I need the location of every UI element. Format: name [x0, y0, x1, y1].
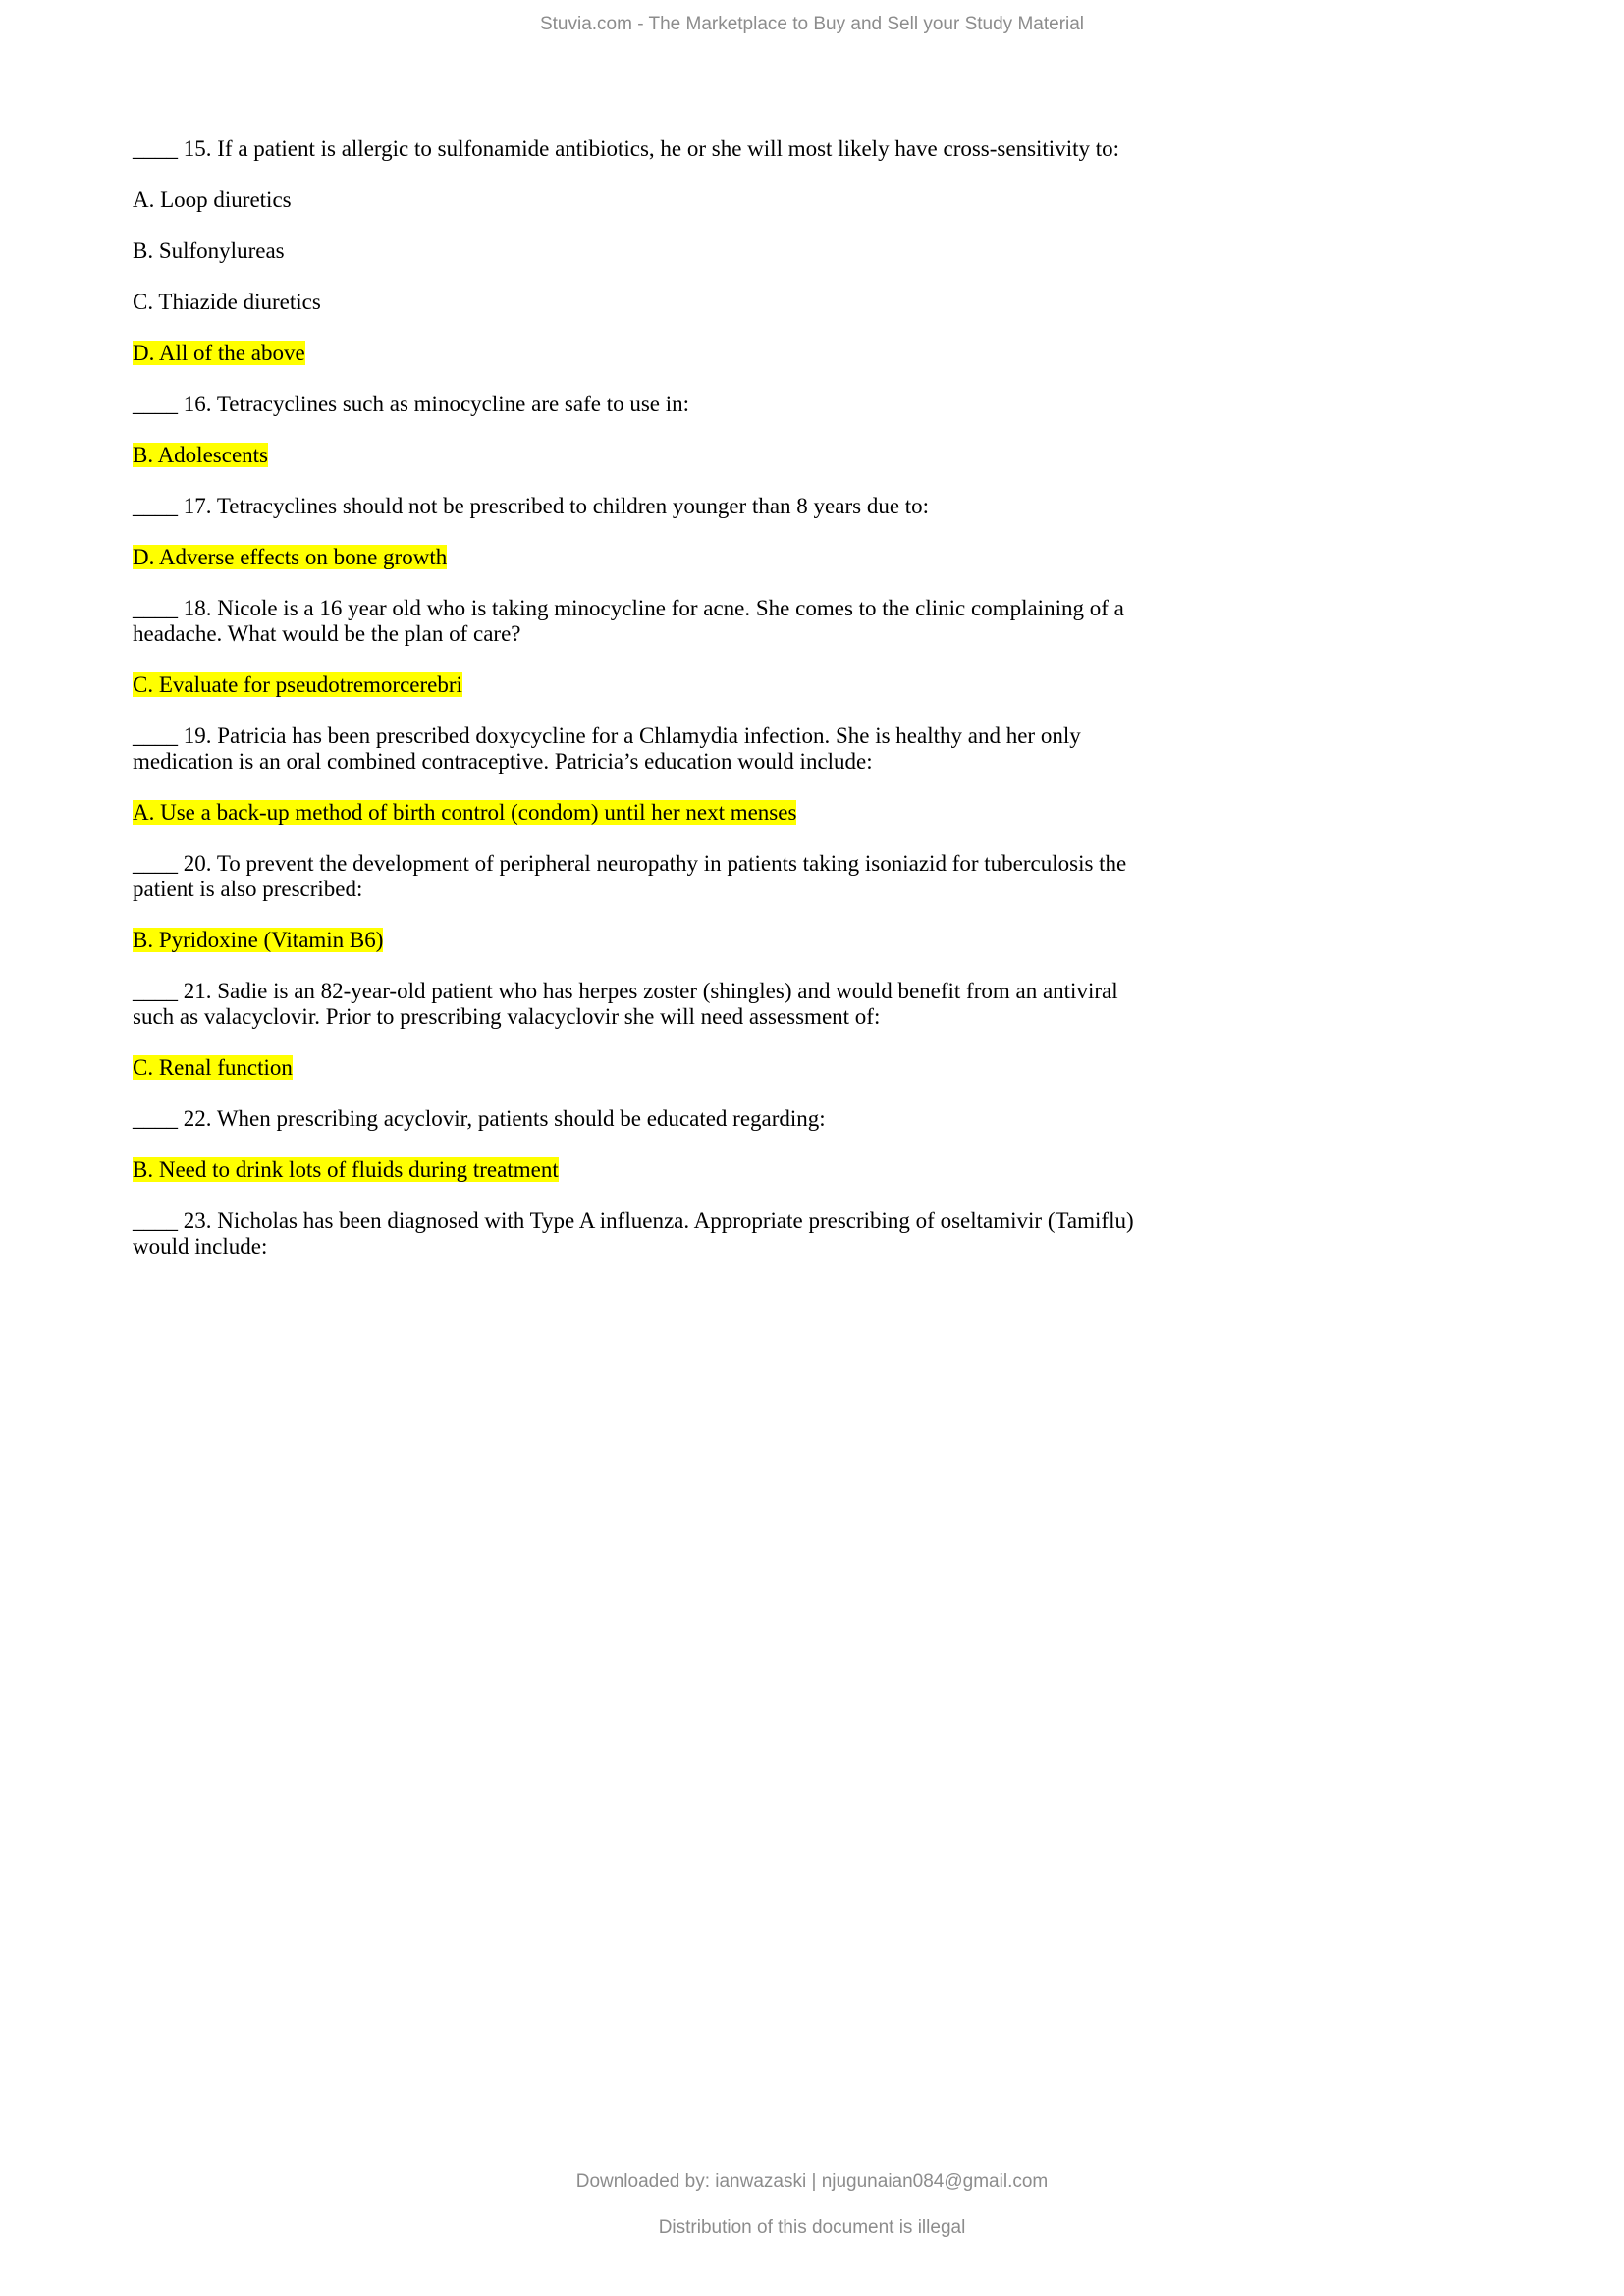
answer-16-highlight: B. Adolescents [133, 443, 268, 467]
answer-17-highlight: D. Adverse effects on bone growth [133, 545, 448, 569]
question-19: ____ 19. Patricia has been prescribed doxycycline for a Chlamydia infection. She is healthy and her only medication is an oral combined contraceptive. Patricia’s education would include: [133, 723, 1081, 774]
answer-19 [133, 800, 1144, 826]
question-16: ____ 16. Tetracyclines such as minocycline are safe to use in: [133, 392, 690, 416]
answer-19-highlight: A. Use a back-up method of birth control (condom) until her next menses [133, 800, 797, 825]
answer-16 [133, 443, 1144, 468]
answer-15 [133, 341, 1144, 366]
document-body [133, 136, 1144, 1285]
answer-17 [133, 545, 1144, 570]
option-15-a: A. Loop diuretics [133, 187, 292, 212]
answer-22-highlight: B. Need to drink lots of fluids during treatment [133, 1157, 559, 1182]
answer-21-highlight: C. Renal function [133, 1055, 293, 1080]
footer-legal-notice: Distribution of this document is illegal [658, 2217, 966, 2238]
question-17: ____ 17. Tetracyclines should not be prescribed to children younger than 8 years due to: [133, 494, 930, 518]
question-20: ____ 20. To prevent the development of peripheral neuropathy in patients taking isoniazid for tuberculosis the patient is also prescribed: [133, 851, 1127, 901]
document-footer [0, 2171, 1624, 2264]
question-23: ____ 23. Nicholas has been diagnosed with Type A influenza. Appropriate prescribing of oseltamivir (Tamiflu) would include: [133, 1208, 1134, 1258]
option-15-c: C. Thiazide diuretics [133, 290, 321, 314]
question-22: ____ 22. When prescribing acyclovir, patients should be educated regarding: [133, 1106, 826, 1131]
question-18: ____ 18. Nicole is a 16 year old who is taking minocycline for acne. She comes to the clinic complaining of a headache. What would be the plan of care? [133, 596, 1124, 646]
question-21: ____ 21. Sadie is an 82-year-old patient who has herpes zoster (shingles) and would benefit from an antiviral such as valacyclovir. Prior to prescribing valacyclovir she will need assessment of: [133, 979, 1118, 1029]
answer-22 [133, 1157, 1144, 1183]
option-15-b: B. Sulfonylureas [133, 239, 285, 263]
footer-downloaded-by: Downloaded by: ianwazaski | njugunaian084@gmail.com [575, 2171, 1049, 2192]
answer-20 [133, 928, 1144, 953]
question-15: ____ 15. If a patient is allergic to sulfonamide antibiotics, he or she will most likely have cross-sensitivity to: [133, 136, 1120, 161]
answer-20-highlight: B. Pyridoxine (Vitamin B6) [133, 928, 384, 952]
answer-18-highlight: C. Evaluate for pseudotremorcerebri [133, 672, 462, 697]
answer-21 [133, 1055, 1144, 1081]
answer-18 [133, 672, 1144, 698]
watermark-header: Stuvia.com - The Marketplace to Buy and Sell your Study Material [539, 14, 1085, 34]
answer-15-highlight: D. All of the above [133, 341, 305, 365]
